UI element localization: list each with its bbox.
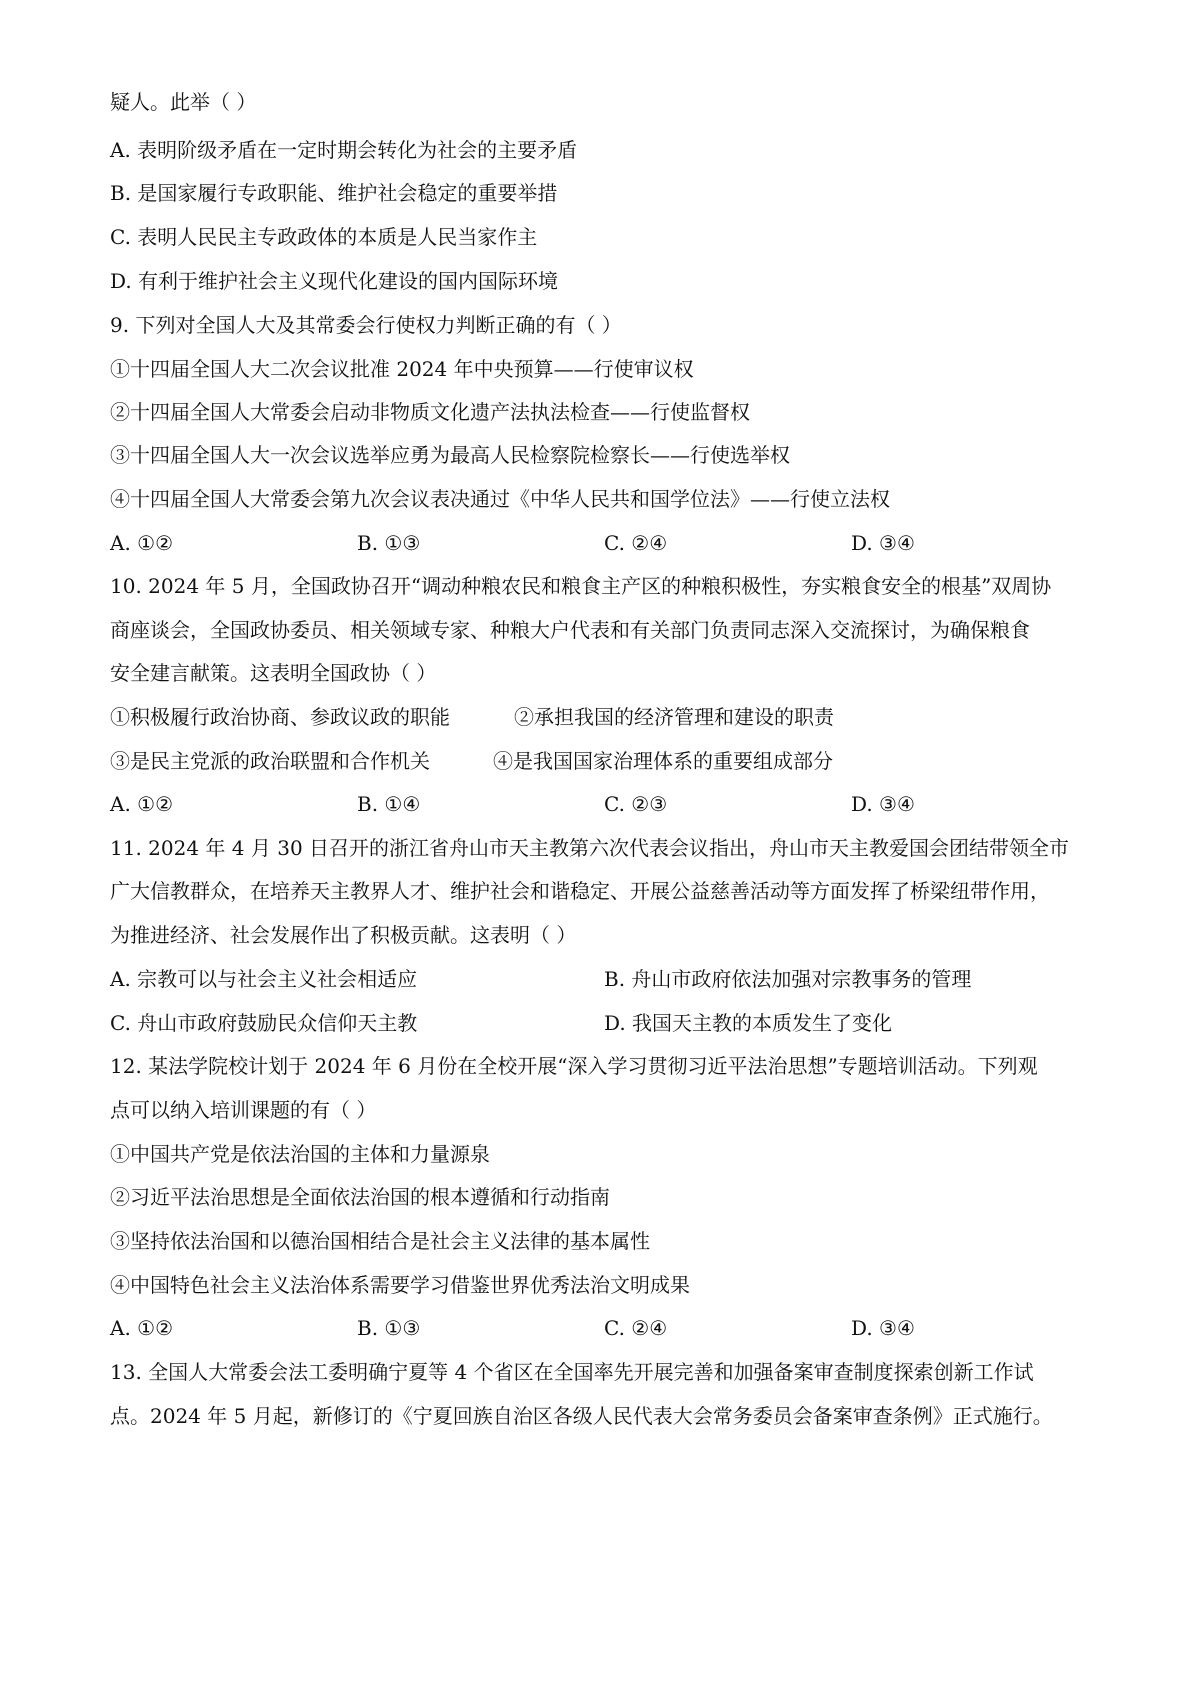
q12-item-2: ②习近平法治思想是全面依法治国的根本遵循和行动指南 [110, 1185, 610, 1209]
q12-option-c: C. ②④ [604, 1316, 668, 1340]
q10-stem-line-1: 10. 2024 年 5 月，全国政协召开“调动种粮农民和粮食主产区的种粮积极性，夯实粮食安全的根基”双周协 [110, 574, 1052, 598]
q8-option-c: C. 表明人民民主专政政体的本质是人民当家作主 [110, 225, 538, 249]
q11-option-b: B. 舟山市政府依法加强对宗教事务的管理 [604, 967, 972, 991]
q12-option-a: A. ①② [110, 1316, 174, 1340]
q10-stem-line-2: 商座谈会，全国政协委员、相关领域专家、种粮大户代表和有关部门负责同志深入交流探讨，为确保粮食 [110, 618, 1030, 642]
q10-option-a: A. ①② [110, 792, 174, 816]
q9-option-d: D. ③④ [851, 531, 915, 555]
q13-stem-line-2: 点。2024 年 5 月起，新修订的《宁夏回族自治区各级人民代表大会常务委员会备案审查条例》正式施行。 [110, 1404, 1053, 1428]
q12-option-b: B. ①③ [357, 1316, 421, 1340]
q13-stem-line-1: 13. 全国人大常委会法工委明确宁夏等 4 个省区在全国率先开展完善和加强备案审查制度探索创新工作试 [110, 1360, 1034, 1384]
q11-stem-line-2: 广大信教群众，在培养天主教界人才、维护社会和谐稳定、开展公益慈善活动等方面发挥了桥梁纽带作用， [110, 879, 1050, 903]
q11-option-d: D. 我国天主教的本质发生了变化 [604, 1011, 893, 1035]
q10-item-4: ④是我国国家治理体系的重要组成部分 [493, 749, 833, 773]
q10-option-d: D. ③④ [851, 792, 915, 816]
q10-item-2: ②承担我国的经济管理和建设的职责 [514, 705, 834, 729]
q12-item-1: ①中国共产党是依法治国的主体和力量源泉 [110, 1142, 490, 1166]
q9-option-c: C. ②④ [604, 531, 668, 555]
q12-stem-line-2: 点可以纳入培训课题的有（ ） [110, 1098, 377, 1122]
q9-stem: 9. 下列对全国人大及其常委会行使权力判断正确的有（ ） [110, 313, 622, 337]
q9-option-a: A. ①② [110, 531, 174, 555]
q9-item-4: ④十四届全国人大常委会第九次会议表决通过《中华人民共和国学位法》——行使立法权 [110, 487, 890, 511]
q12-stem-line-1: 12. 某法学院校计划于 2024 年 6 月份在全校开展“深入学习贯彻习近平法治思想”专题培训活动。下列观 [110, 1054, 1038, 1078]
q9-item-2: ②十四届全国人大常委会启动非物质文化遗产法执法检查——行使监督权 [110, 400, 750, 424]
q10-item-1: ①积极履行政治协商、参政议政的职能 [110, 705, 450, 729]
q9-option-b: B. ①③ [357, 531, 421, 555]
q11-stem-line-1: 11. 2024 年 4 月 30 日召开的浙江省舟山市天主教第六次代表会议指出，舟山市天主教爱国会团结带领全市 [110, 836, 1070, 860]
q10-option-b: B. ①④ [357, 792, 421, 816]
q8-stem-tail: 疑人。此举（ ） [110, 90, 257, 114]
q11-option-a: A. 宗教可以与社会主义社会相适应 [110, 967, 418, 991]
q9-item-3: ③十四届全国人大一次会议选举应勇为最高人民检察院检察长——行使选举权 [110, 443, 790, 467]
q11-stem-line-3: 为推进经济、社会发展作出了积极贡献。这表明（ ） [110, 923, 577, 947]
q9-item-1: ①十四届全国人大二次会议批准 2024 年中央预算——行使审议权 [110, 357, 694, 381]
q12-item-3: ③坚持依法治国和以德治国相结合是社会主义法律的基本属性 [110, 1229, 650, 1253]
q12-item-4: ④中国特色社会主义法治体系需要学习借鉴世界优秀法治文明成果 [110, 1273, 690, 1297]
q12-option-d: D. ③④ [851, 1316, 915, 1340]
q10-item-3: ③是民主党派的政治联盟和合作机关 [110, 749, 430, 773]
q10-option-c: C. ②③ [604, 792, 668, 816]
q10-stem-line-3: 安全建言献策。这表明全国政协（ ） [110, 661, 437, 685]
q8-option-d: D. 有利于维护社会主义现代化建设的国内国际环境 [110, 269, 559, 293]
q11-option-c: C. 舟山市政府鼓励民众信仰天主教 [110, 1011, 418, 1035]
q8-option-b: B. 是国家履行专政职能、维护社会稳定的重要举措 [110, 181, 558, 205]
q8-option-a: A. 表明阶级矛盾在一定时期会转化为社会的主要矛盾 [110, 138, 578, 162]
